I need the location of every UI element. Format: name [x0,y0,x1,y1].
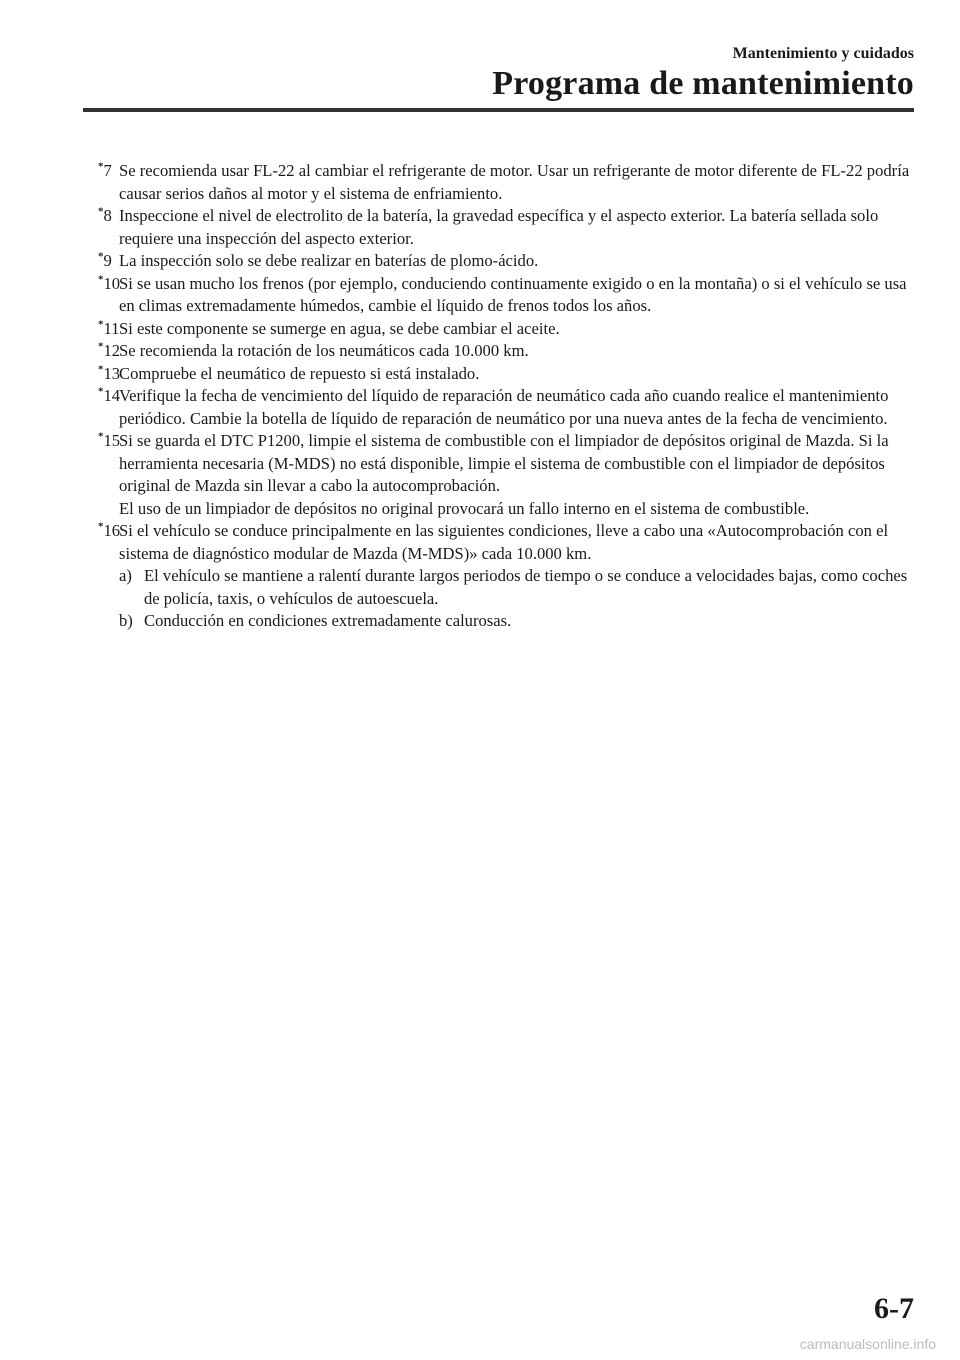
asterisk-icon: * [98,317,104,330]
footnote-item [98,430,914,520]
footnote-item [98,250,914,273]
footnote-marker [98,160,119,183]
subitem-text: Conducción en condiciones extremadamente calurosas. [144,611,512,630]
footnote-number: 9 [103,251,112,270]
asterisk-icon: * [98,160,104,173]
footnote-item [98,340,914,363]
header-rule [83,108,914,112]
footnote-marker [98,273,119,296]
footnote-text: Si se guarda el DTC P1200, limpie el sistema de combustible con el limpiador de depósitos original de Mazda. Si la herramienta necesaria (M-MDS) no está disponible, limpie el sistema de combustible con el limpiador de depósitos original de Mazda sin llevar a cabo la autocomprobación. [119,431,889,495]
footnote-item [98,318,914,341]
footnote-number: 8 [103,206,112,225]
footnote-marker [98,430,119,453]
footnote-subitem [119,565,914,610]
asterisk-icon: * [98,385,104,398]
footnote-text: Se recomienda la rotación de los neumáticos cada 10.000 km. [119,341,529,360]
footnote-item [98,520,914,633]
watermark-site: carmanualsonline.info [799,1336,936,1352]
footnote-marker [98,250,119,273]
footnote-number: 16 [103,521,121,540]
footnote-text: Si se usan mucho los frenos (por ejemplo, conduciendo continuamente exigido o en la montaña) o si el vehículo se usa en climas extremadamente húmedos, cambie el líquido de frenos todos los años. [119,273,907,315]
footnote-marker [98,205,119,228]
footnote-text: Compruebe el neumático de repuesto si está instalado. [119,363,480,383]
asterisk-icon: * [98,340,104,353]
footnote-text: Se recomienda usar FL-22 al cambiar el refrigerante de motor. Usar un refrigerante de motor diferente de FL-22 podría causar serios daños al motor y el sistema de enfriamiento. [119,161,910,203]
footnote-number: 14 [103,386,121,405]
footnote-number: 12 [103,341,121,360]
footnote-text: El uso de un limpiador de depósitos no original provocará un fallo interno en el sistema de combustible. [119,498,810,518]
footnote-marker [98,318,119,341]
footnote-marker [98,520,119,543]
footnote-subitem [119,610,914,633]
footnote-item [98,273,914,318]
page-header [492,44,914,104]
asterisk-icon: * [98,430,104,443]
asterisk-icon: * [98,362,104,375]
asterisk-icon: * [98,272,104,285]
footnote-marker [98,363,119,386]
footnote-number: 7 [103,161,112,180]
footnote-number: 10 [103,273,121,293]
subitem-text: El vehículo se mantiene a ralentí durante largos periodos de tiempo o se conduce a velocidades bajas, como coches de policía, taxis, o vehículos de autoescuela. [144,566,908,608]
footnote-text: Verifique la fecha de vencimiento del líquido de reparación de neumático cada año cuando realice el mantenimiento periódico. Cambie la botella de líquido de reparación de neumático por una nueva antes de la fecha de vencimiento. [119,386,889,428]
footnote-number: 15 [103,431,121,450]
footnote-item [98,205,914,250]
section-title: Mantenimiento y cuidados [732,45,914,62]
asterisk-icon: * [98,520,104,533]
footnote-text: La inspección solo se debe realizar en baterías de plomo-ácido. [119,251,539,270]
footnote-list [98,160,914,633]
footnote-text: Si el vehículo se conduce principalmente en las siguientes condiciones, lleve a cabo una «Autocomprobación con el sistema de diagnóstico modular de Mazda (M-MDS)» cada 10.000 km. [119,521,889,563]
footnote-item [98,160,914,205]
subitem-label: b) [119,611,133,630]
asterisk-icon: * [98,205,104,218]
page-number: 6-7 [874,1292,914,1325]
footnote-item [98,363,914,386]
footnote-text: Inspeccione el nivel de electrolito de la batería, la gravedad específica y el aspecto exterior. La batería sellada solo requiere una inspección del aspecto exterior. [119,206,879,248]
footnote-item [98,385,914,430]
footnote-number: 13 [103,363,121,383]
asterisk-icon: * [98,250,104,263]
footnote-marker [98,340,119,363]
footnote-marker [98,385,119,408]
subitem-label: a) [119,566,132,585]
footnote-number: 11 [103,318,120,338]
page-title: Programa de mantenimiento [492,65,914,102]
footnote-text: Si este componente se sumerge en agua, se debe cambiar el aceite. [119,318,560,338]
